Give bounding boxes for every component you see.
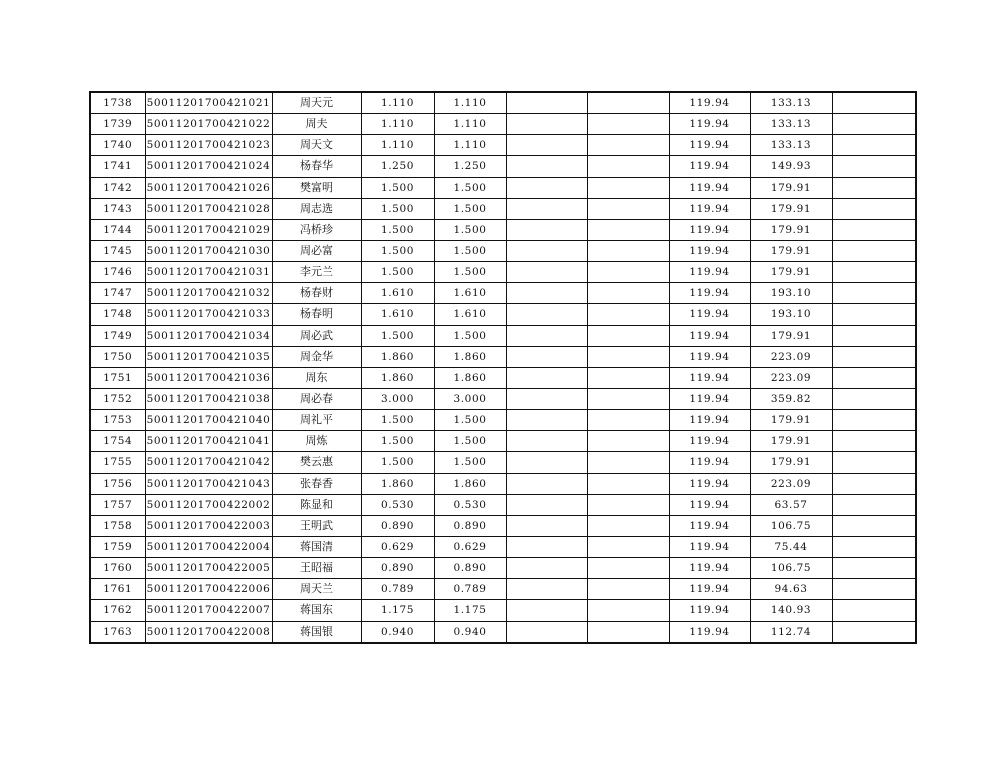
row-number-cell: 1743 xyxy=(90,198,145,219)
id-code-cell: 50011201700421042 xyxy=(145,452,272,473)
rate-cell: 119.94 xyxy=(669,431,750,452)
value-a-cell: 1.500 xyxy=(361,431,434,452)
blank-cell-b xyxy=(587,579,669,600)
note-cell xyxy=(832,325,916,346)
value-b-cell: 1.175 xyxy=(434,600,506,621)
table-row xyxy=(90,92,916,114)
table-row xyxy=(90,262,916,283)
amount-cell: 179.91 xyxy=(750,219,832,240)
rate-cell: 119.94 xyxy=(669,177,750,198)
rate-cell: 119.94 xyxy=(669,473,750,494)
blank-cell-a xyxy=(506,325,587,346)
row-number-cell: 1739 xyxy=(90,114,145,135)
row-number-cell: 1740 xyxy=(90,135,145,156)
amount-cell: 179.91 xyxy=(750,452,832,473)
note-cell xyxy=(832,410,916,431)
id-code-cell: 50011201700421032 xyxy=(145,283,272,304)
blank-cell-a xyxy=(506,92,587,114)
note-cell xyxy=(832,515,916,536)
row-number-cell: 1759 xyxy=(90,536,145,557)
id-code-cell: 50011201700421029 xyxy=(145,219,272,240)
blank-cell-a xyxy=(506,558,587,579)
rate-cell: 119.94 xyxy=(669,346,750,367)
row-number-cell: 1748 xyxy=(90,304,145,325)
name-cell: 王昭福 xyxy=(272,558,361,579)
id-code-cell: 50011201700421038 xyxy=(145,388,272,409)
id-code-cell: 50011201700422005 xyxy=(145,558,272,579)
note-cell xyxy=(832,558,916,579)
id-code-cell: 50011201700422007 xyxy=(145,600,272,621)
amount-cell: 133.13 xyxy=(750,114,832,135)
name-cell: 周天元 xyxy=(272,92,361,114)
rate-cell: 119.94 xyxy=(669,367,750,388)
rate-cell: 119.94 xyxy=(669,262,750,283)
blank-cell-a xyxy=(506,304,587,325)
rate-cell: 119.94 xyxy=(669,579,750,600)
value-b-cell: 1.500 xyxy=(434,240,506,261)
id-code-cell: 50011201700421031 xyxy=(145,262,272,283)
amount-cell: 106.75 xyxy=(750,515,832,536)
blank-cell-a xyxy=(506,198,587,219)
blank-cell-a xyxy=(506,473,587,494)
blank-cell-b xyxy=(587,283,669,304)
note-cell xyxy=(832,494,916,515)
blank-cell-b xyxy=(587,494,669,515)
value-a-cell: 1.500 xyxy=(361,262,434,283)
note-cell xyxy=(832,283,916,304)
table-row xyxy=(90,621,916,643)
blank-cell-b xyxy=(587,262,669,283)
value-b-cell: 0.530 xyxy=(434,494,506,515)
value-b-cell: 1.500 xyxy=(434,177,506,198)
id-code-cell: 50011201700421040 xyxy=(145,410,272,431)
amount-cell: 193.10 xyxy=(750,304,832,325)
name-cell: 蒋国银 xyxy=(272,621,361,643)
rate-cell: 119.94 xyxy=(669,621,750,643)
blank-cell-b xyxy=(587,410,669,431)
value-b-cell: 1.610 xyxy=(434,304,506,325)
blank-cell-a xyxy=(506,219,587,240)
value-a-cell: 1.860 xyxy=(361,346,434,367)
name-cell: 樊富明 xyxy=(272,177,361,198)
value-b-cell: 1.250 xyxy=(434,156,506,177)
value-a-cell: 1.500 xyxy=(361,452,434,473)
note-cell xyxy=(832,92,916,114)
amount-cell: 94.63 xyxy=(750,579,832,600)
blank-cell-b xyxy=(587,600,669,621)
rate-cell: 119.94 xyxy=(669,114,750,135)
note-cell xyxy=(832,536,916,557)
blank-cell-a xyxy=(506,515,587,536)
table-row xyxy=(90,600,916,621)
table-row xyxy=(90,346,916,367)
row-number-cell: 1753 xyxy=(90,410,145,431)
value-a-cell: 3.000 xyxy=(361,388,434,409)
blank-cell-b xyxy=(587,621,669,643)
blank-cell-b xyxy=(587,198,669,219)
blank-cell-a xyxy=(506,156,587,177)
rate-cell: 119.94 xyxy=(669,135,750,156)
id-code-cell: 50011201700421021 xyxy=(145,92,272,114)
rate-cell: 119.94 xyxy=(669,283,750,304)
name-cell: 周金华 xyxy=(272,346,361,367)
id-code-cell: 50011201700421024 xyxy=(145,156,272,177)
name-cell: 蒋国东 xyxy=(272,600,361,621)
name-cell: 张春香 xyxy=(272,473,361,494)
table-row xyxy=(90,367,916,388)
amount-cell: 179.91 xyxy=(750,431,832,452)
note-cell xyxy=(832,219,916,240)
id-code-cell: 50011201700421036 xyxy=(145,367,272,388)
note-cell xyxy=(832,600,916,621)
value-a-cell: 1.500 xyxy=(361,325,434,346)
name-cell: 周东 xyxy=(272,367,361,388)
value-b-cell: 1.500 xyxy=(434,431,506,452)
table-row xyxy=(90,304,916,325)
rate-cell: 119.94 xyxy=(669,600,750,621)
rate-cell: 119.94 xyxy=(669,240,750,261)
row-number-cell: 1744 xyxy=(90,219,145,240)
row-number-cell: 1752 xyxy=(90,388,145,409)
value-b-cell: 1.500 xyxy=(434,452,506,473)
blank-cell-a xyxy=(506,114,587,135)
blank-cell-a xyxy=(506,494,587,515)
blank-cell-a xyxy=(506,410,587,431)
row-number-cell: 1760 xyxy=(90,558,145,579)
blank-cell-a xyxy=(506,346,587,367)
value-a-cell: 1.110 xyxy=(361,114,434,135)
table-row xyxy=(90,388,916,409)
rate-cell: 119.94 xyxy=(669,410,750,431)
blank-cell-a xyxy=(506,431,587,452)
id-code-cell: 50011201700421028 xyxy=(145,198,272,219)
rate-cell: 119.94 xyxy=(669,494,750,515)
name-cell: 周天文 xyxy=(272,135,361,156)
amount-cell: 179.91 xyxy=(750,240,832,261)
note-cell xyxy=(832,198,916,219)
value-b-cell: 1.500 xyxy=(434,410,506,431)
name-cell: 陈显和 xyxy=(272,494,361,515)
value-b-cell: 3.000 xyxy=(434,388,506,409)
row-number-cell: 1762 xyxy=(90,600,145,621)
name-cell: 周天兰 xyxy=(272,579,361,600)
row-number-cell: 1755 xyxy=(90,452,145,473)
row-number-cell: 1750 xyxy=(90,346,145,367)
blank-cell-a xyxy=(506,240,587,261)
value-b-cell: 1.860 xyxy=(434,346,506,367)
value-b-cell: 1.860 xyxy=(434,367,506,388)
note-cell xyxy=(832,579,916,600)
blank-cell-b xyxy=(587,431,669,452)
table-row xyxy=(90,536,916,557)
name-cell: 周必春 xyxy=(272,388,361,409)
value-a-cell: 0.789 xyxy=(361,579,434,600)
amount-cell: 223.09 xyxy=(750,346,832,367)
blank-cell-b xyxy=(587,367,669,388)
row-number-cell: 1757 xyxy=(90,494,145,515)
table-row xyxy=(90,325,916,346)
name-cell: 周志选 xyxy=(272,198,361,219)
value-b-cell: 0.940 xyxy=(434,621,506,643)
amount-cell: 179.91 xyxy=(750,177,832,198)
id-code-cell: 50011201700421023 xyxy=(145,135,272,156)
value-a-cell: 1.610 xyxy=(361,304,434,325)
amount-cell: 133.13 xyxy=(750,135,832,156)
value-a-cell: 1.500 xyxy=(361,240,434,261)
amount-cell: 223.09 xyxy=(750,473,832,494)
table-row xyxy=(90,431,916,452)
amount-cell: 179.91 xyxy=(750,262,832,283)
value-b-cell: 1.500 xyxy=(434,219,506,240)
value-b-cell: 1.110 xyxy=(434,135,506,156)
rate-cell: 119.94 xyxy=(669,388,750,409)
blank-cell-b xyxy=(587,346,669,367)
name-cell: 周礼平 xyxy=(272,410,361,431)
id-code-cell: 50011201700421035 xyxy=(145,346,272,367)
blank-cell-a xyxy=(506,600,587,621)
row-number-cell: 1756 xyxy=(90,473,145,494)
table-row xyxy=(90,283,916,304)
value-a-cell: 1.250 xyxy=(361,156,434,177)
value-a-cell: 1.500 xyxy=(361,177,434,198)
table-row xyxy=(90,198,916,219)
blank-cell-b xyxy=(587,240,669,261)
blank-cell-b xyxy=(587,304,669,325)
blank-cell-a xyxy=(506,177,587,198)
note-cell xyxy=(832,262,916,283)
id-code-cell: 50011201700421033 xyxy=(145,304,272,325)
value-b-cell: 1.500 xyxy=(434,198,506,219)
amount-cell: 179.91 xyxy=(750,198,832,219)
name-cell: 周必武 xyxy=(272,325,361,346)
note-cell xyxy=(832,473,916,494)
amount-cell: 193.10 xyxy=(750,283,832,304)
table-row xyxy=(90,135,916,156)
value-b-cell: 1.500 xyxy=(434,325,506,346)
value-a-cell: 1.175 xyxy=(361,600,434,621)
blank-cell-a xyxy=(506,262,587,283)
id-code-cell: 50011201700421030 xyxy=(145,240,272,261)
rate-cell: 119.94 xyxy=(669,304,750,325)
value-a-cell: 1.860 xyxy=(361,367,434,388)
id-code-cell: 50011201700421041 xyxy=(145,431,272,452)
table-row xyxy=(90,515,916,536)
value-a-cell: 1.860 xyxy=(361,473,434,494)
name-cell: 王明武 xyxy=(272,515,361,536)
amount-cell: 223.09 xyxy=(750,367,832,388)
name-cell: 杨春华 xyxy=(272,156,361,177)
row-number-cell: 1758 xyxy=(90,515,145,536)
rate-cell: 119.94 xyxy=(669,536,750,557)
table-row xyxy=(90,177,916,198)
blank-cell-b xyxy=(587,135,669,156)
table-row xyxy=(90,219,916,240)
amount-cell: 149.93 xyxy=(750,156,832,177)
table-row xyxy=(90,156,916,177)
table-row xyxy=(90,494,916,515)
table-row xyxy=(90,114,916,135)
rate-cell: 119.94 xyxy=(669,219,750,240)
id-code-cell: 50011201700421026 xyxy=(145,177,272,198)
row-number-cell: 1745 xyxy=(90,240,145,261)
table-row xyxy=(90,240,916,261)
amount-cell: 63.57 xyxy=(750,494,832,515)
value-a-cell: 0.629 xyxy=(361,536,434,557)
id-code-cell: 50011201700421043 xyxy=(145,473,272,494)
value-b-cell: 1.500 xyxy=(434,262,506,283)
table-row xyxy=(90,579,916,600)
note-cell xyxy=(832,114,916,135)
rate-cell: 119.94 xyxy=(669,92,750,114)
value-a-cell: 0.940 xyxy=(361,621,434,643)
name-cell: 杨春财 xyxy=(272,283,361,304)
name-cell: 冯桥珍 xyxy=(272,219,361,240)
table-row xyxy=(90,410,916,431)
blank-cell-a xyxy=(506,283,587,304)
rate-cell: 119.94 xyxy=(669,325,750,346)
value-a-cell: 1.500 xyxy=(361,410,434,431)
note-cell xyxy=(832,452,916,473)
name-cell: 樊云惠 xyxy=(272,452,361,473)
amount-cell: 133.13 xyxy=(750,92,832,114)
table-body xyxy=(90,92,916,643)
blank-cell-b xyxy=(587,177,669,198)
blank-cell-b xyxy=(587,325,669,346)
note-cell xyxy=(832,135,916,156)
blank-cell-b xyxy=(587,536,669,557)
note-cell xyxy=(832,388,916,409)
blank-cell-a xyxy=(506,367,587,388)
value-b-cell: 1.110 xyxy=(434,92,506,114)
value-a-cell: 1.110 xyxy=(361,135,434,156)
amount-cell: 75.44 xyxy=(750,536,832,557)
value-a-cell: 0.890 xyxy=(361,558,434,579)
blank-cell-b xyxy=(587,558,669,579)
blank-cell-b xyxy=(587,114,669,135)
name-cell: 周炼 xyxy=(272,431,361,452)
value-b-cell: 1.110 xyxy=(434,114,506,135)
id-code-cell: 50011201700422006 xyxy=(145,579,272,600)
note-cell xyxy=(832,621,916,643)
row-number-cell: 1749 xyxy=(90,325,145,346)
table-row xyxy=(90,473,916,494)
name-cell: 杨春明 xyxy=(272,304,361,325)
note-cell xyxy=(832,304,916,325)
row-number-cell: 1741 xyxy=(90,156,145,177)
blank-cell-b xyxy=(587,219,669,240)
amount-cell: 140.93 xyxy=(750,600,832,621)
row-number-cell: 1754 xyxy=(90,431,145,452)
blank-cell-b xyxy=(587,515,669,536)
blank-cell-b xyxy=(587,92,669,114)
rate-cell: 119.94 xyxy=(669,515,750,536)
value-b-cell: 0.890 xyxy=(434,515,506,536)
amount-cell: 106.75 xyxy=(750,558,832,579)
name-cell: 周夫 xyxy=(272,114,361,135)
note-cell xyxy=(832,240,916,261)
amount-cell: 112.74 xyxy=(750,621,832,643)
amount-cell: 179.91 xyxy=(750,410,832,431)
value-a-cell: 1.500 xyxy=(361,219,434,240)
id-code-cell: 50011201700422008 xyxy=(145,621,272,643)
value-a-cell: 1.110 xyxy=(361,92,434,114)
row-number-cell: 1746 xyxy=(90,262,145,283)
table-row xyxy=(90,558,916,579)
blank-cell-a xyxy=(506,452,587,473)
value-b-cell: 1.860 xyxy=(434,473,506,494)
value-b-cell: 0.629 xyxy=(434,536,506,557)
data-table xyxy=(89,91,917,644)
blank-cell-b xyxy=(587,156,669,177)
amount-cell: 179.91 xyxy=(750,325,832,346)
value-a-cell: 0.890 xyxy=(361,515,434,536)
value-b-cell: 0.789 xyxy=(434,579,506,600)
name-cell: 李元兰 xyxy=(272,262,361,283)
rate-cell: 119.94 xyxy=(669,156,750,177)
note-cell xyxy=(832,346,916,367)
id-code-cell: 50011201700421034 xyxy=(145,325,272,346)
table-row xyxy=(90,452,916,473)
row-number-cell: 1763 xyxy=(90,621,145,643)
rate-cell: 119.94 xyxy=(669,198,750,219)
id-code-cell: 50011201700422004 xyxy=(145,536,272,557)
id-code-cell: 50011201700421022 xyxy=(145,114,272,135)
name-cell: 周必富 xyxy=(272,240,361,261)
value-b-cell: 1.610 xyxy=(434,283,506,304)
row-number-cell: 1747 xyxy=(90,283,145,304)
blank-cell-b xyxy=(587,452,669,473)
value-a-cell: 1.610 xyxy=(361,283,434,304)
note-cell xyxy=(832,177,916,198)
note-cell xyxy=(832,431,916,452)
note-cell xyxy=(832,156,916,177)
value-b-cell: 0.890 xyxy=(434,558,506,579)
row-number-cell: 1761 xyxy=(90,579,145,600)
blank-cell-a xyxy=(506,579,587,600)
blank-cell-a xyxy=(506,621,587,643)
rate-cell: 119.94 xyxy=(669,558,750,579)
amount-cell: 359.82 xyxy=(750,388,832,409)
row-number-cell: 1738 xyxy=(90,92,145,114)
row-number-cell: 1751 xyxy=(90,367,145,388)
rate-cell: 119.94 xyxy=(669,452,750,473)
name-cell: 蒋国清 xyxy=(272,536,361,557)
blank-cell-a xyxy=(506,388,587,409)
row-number-cell: 1742 xyxy=(90,177,145,198)
blank-cell-a xyxy=(506,536,587,557)
blank-cell-b xyxy=(587,388,669,409)
id-code-cell: 50011201700422002 xyxy=(145,494,272,515)
note-cell xyxy=(832,367,916,388)
value-a-cell: 1.500 xyxy=(361,198,434,219)
value-a-cell: 0.530 xyxy=(361,494,434,515)
id-code-cell: 50011201700422003 xyxy=(145,515,272,536)
blank-cell-a xyxy=(506,135,587,156)
blank-cell-b xyxy=(587,473,669,494)
